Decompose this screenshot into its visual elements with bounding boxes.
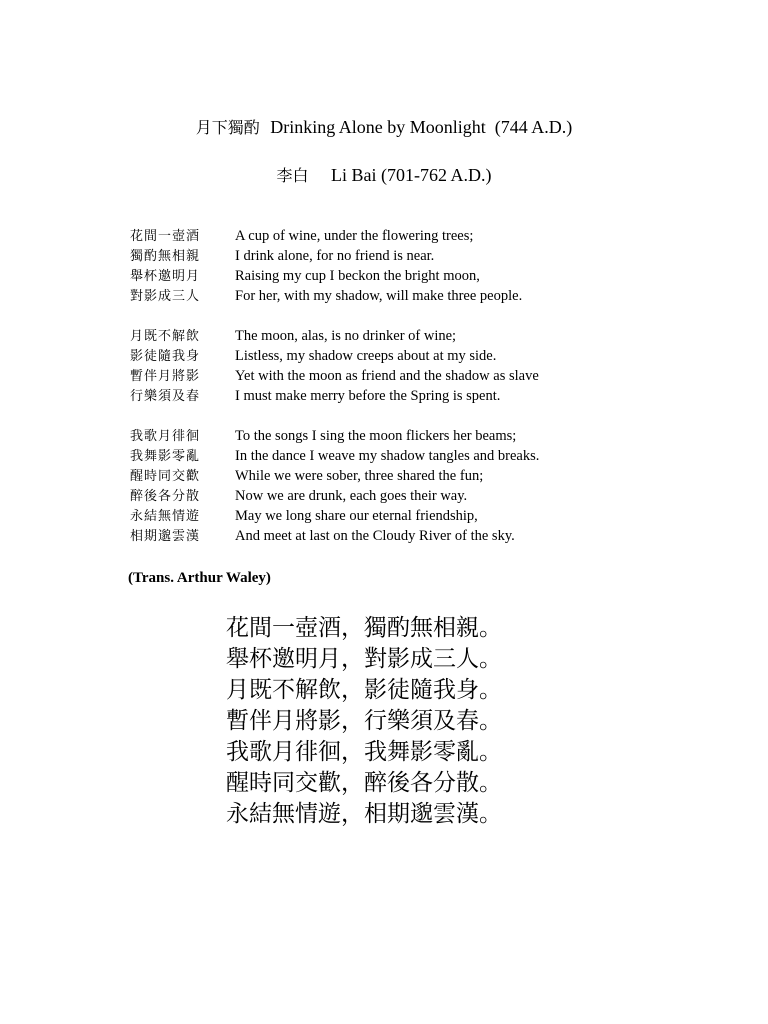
verse-chinese: 花間一壺酒 [130, 229, 201, 244]
verse-english: The moon, alas, is no drinker of wine; [235, 328, 457, 344]
poem-title-chinese: 月下獨酌 [195, 118, 260, 137]
verse-chinese: 獨酌無相親 [130, 249, 201, 264]
poem-line: 花間一壺酒，獨酌無相親。 [226, 615, 502, 641]
verse-chinese: 醉後各分散 [130, 489, 201, 504]
verse-english: I must make merry before the Spring is spent. [235, 388, 501, 404]
verse-english: In the dance I weave my shadow tangles and breaks. [235, 448, 540, 464]
verse-row [130, 286, 730, 306]
verse-chinese: 我舞影零亂 [130, 449, 201, 464]
author-name-english: Li Bai (701-762 A.D.) [331, 165, 492, 185]
verse-english: Now we are drunk, each goes their way. [235, 488, 468, 504]
verse-row [130, 366, 730, 386]
verse-row [130, 486, 730, 506]
verse-chinese: 行樂須及春 [130, 389, 201, 404]
verse-row [130, 446, 730, 466]
chinese-poem-block [226, 613, 586, 830]
stanza-2 [130, 326, 730, 406]
verse-row [130, 526, 730, 546]
verse-english: For her, with my shadow, will make three people. [235, 288, 523, 304]
author-name-chinese: 李白 [276, 166, 309, 185]
verse-english: Raising my cup I beckon the bright moon, [235, 268, 480, 284]
verse-english: May we long share our eternal friendship, [235, 508, 478, 524]
verse-chinese: 我歌月徘徊 [130, 429, 201, 444]
poem-title-english: Drinking Alone by Moonlight (744 A.D.) [270, 117, 573, 137]
verse-chinese: 月既不解飲 [130, 329, 201, 344]
verse-english: I drink alone, for no friend is near. [235, 248, 435, 264]
verse-english: Yet with the moon as friend and the shadow as slave [235, 368, 539, 384]
verse-row [130, 246, 730, 266]
poem-line: 醒時同交歡，醉後各分散。 [226, 770, 502, 796]
verse-english: And meet at last on the Cloudy River of the sky. [235, 528, 515, 544]
verse-chinese: 對影成三人 [130, 289, 201, 304]
verse-row [130, 466, 730, 486]
stanza-1 [130, 226, 730, 306]
verse-row [130, 346, 730, 366]
verse-english: While we were sober, three shared the fun; [235, 468, 484, 484]
verse-chinese: 相期邈雲漢 [130, 529, 201, 544]
verse-row [130, 426, 730, 446]
poem-author [0, 164, 768, 187]
verse-chinese: 影徒隨我身 [130, 349, 201, 364]
verse-chinese: 永結無情遊 [130, 509, 201, 524]
translator-credit: (Trans. Arthur Waley) [128, 570, 271, 586]
verse-row [130, 506, 730, 526]
verse-english: Listless, my shadow creeps about at my side. [235, 348, 497, 364]
verse-chinese: 醒時同交歡 [130, 469, 201, 484]
poem-line: 永結無情遊，相期邈雲漢。 [226, 801, 502, 827]
verse-row [130, 266, 730, 286]
verse-english: A cup of wine, under the flowering trees; [235, 228, 474, 244]
poem-line: 暫伴月將影，行樂須及春。 [226, 708, 502, 734]
verse-row [130, 386, 730, 406]
poem-line: 月既不解飲，影徒隨我身。 [226, 677, 502, 703]
verse-english: To the songs I sing the moon flickers her beams; [235, 428, 517, 444]
poem-line: 我歌月徘徊，我舞影零亂。 [226, 739, 502, 765]
verse-chinese: 舉杯邀明月 [130, 269, 201, 284]
poem-title [0, 116, 768, 139]
stanza-3 [130, 426, 730, 546]
verse-row [130, 226, 730, 246]
verse-row [130, 326, 730, 346]
poem-line: 舉杯邀明月，對影成三人。 [226, 646, 502, 672]
verse-chinese: 暫伴月將影 [130, 369, 201, 384]
